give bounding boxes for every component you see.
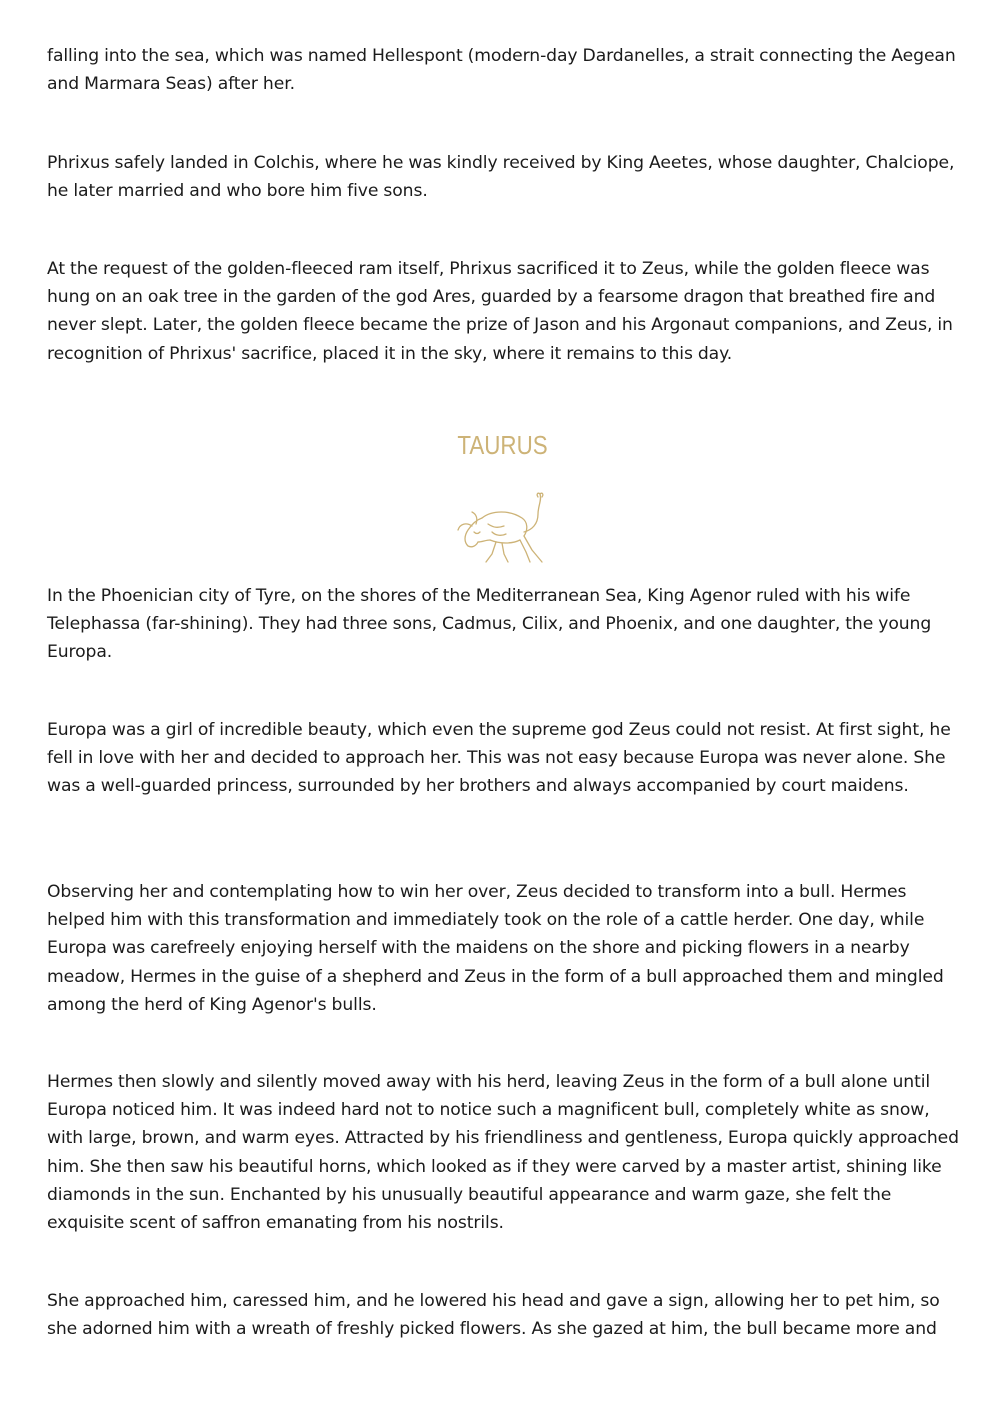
paragraph-hermes-herd: Hermes then slowly and silently moved away with his herd, leaving Zeus in the form of a bull alone until Europa noticed him. It was indeed hard not to notice such a magnificent bull, completely white as snow, with large, brown, and warm eyes. Attracted by his friendliness and gentleness, Europa quickly approached him. She then saw his beautiful horns, which looked as if they were carved by a master artist, shining like diamonds in the sun. Enchanted by his unusually beautiful appearance and warm gaze, she felt the exquisite scent of saffron emanating from his nostrils. <box>47 1072 959 1234</box>
paragraph-wreath: She approached him, caressed him, and he lowered his head and gave a sign, allowing her to pet him, so she adorned him with a wreath of freshly picked flowers. As she gazed at him, the bull became more and <box>47 1291 940 1340</box>
paragraph-phrixus-colchis: Phrixus safely landed in Colchis, where he was kindly received by King Aeetes, whose daughter, Chalciope, he later married and who bore him five sons. <box>47 153 955 202</box>
paragraph-europa-beauty: Europa was a girl of incredible beauty, which even the supreme god Zeus could not resist. At first sight, he fell in love with her and decided to approach her. This was not easy because Europa was never alone. She was a well-guarded princess, surrounded by her brothers and always accompanied by court maidens. <box>47 720 951 797</box>
section-title-taurus: TAURUS <box>457 430 548 460</box>
paragraph-hellespont: falling into the sea, which was named Hellespont (modern-day Dardanelles, a strait connecting the Aegean and Marmara Seas) after her. <box>47 46 956 95</box>
paragraph-tyre-agenor: In the Phoenician city of Tyre, on the shores of the Mediterranean Sea, King Agenor ruled with his wife Telephassa (far-shining). They had three sons, Cadmus, Cilix, and Phoenix, and one daughter, the young Europa. <box>47 586 932 663</box>
paragraph-zeus-bull: Observing her and contemplating how to win her over, Zeus decided to transform into a bull. Hermes helped him with this transformation and immediately took on the role of a cattle herder. One day, while Europa was carefreely enjoying herself with the maidens on the shore and picking flowers in a nearby meadow, Hermes in the guise of a shepherd and Zeus in the form of a bull approached them and mingled among the herd of King Agenor's bulls. <box>47 882 944 1015</box>
paragraph-golden-fleece: At the request of the golden-fleeced ram itself, Phrixus sacrificed it to Zeus, while the golden fleece was hung on an oak tree in the garden of the god Ares, guarded by a fearsome dragon that breathed fire and never slept. Later, the golden fleece became the prize of Jason and his Argonaut companions, and Zeus, in recognition of Phrixus' sacrifice, placed it in the sky, where it remains to this day. <box>47 259 953 364</box>
bull-icon <box>452 488 552 568</box>
